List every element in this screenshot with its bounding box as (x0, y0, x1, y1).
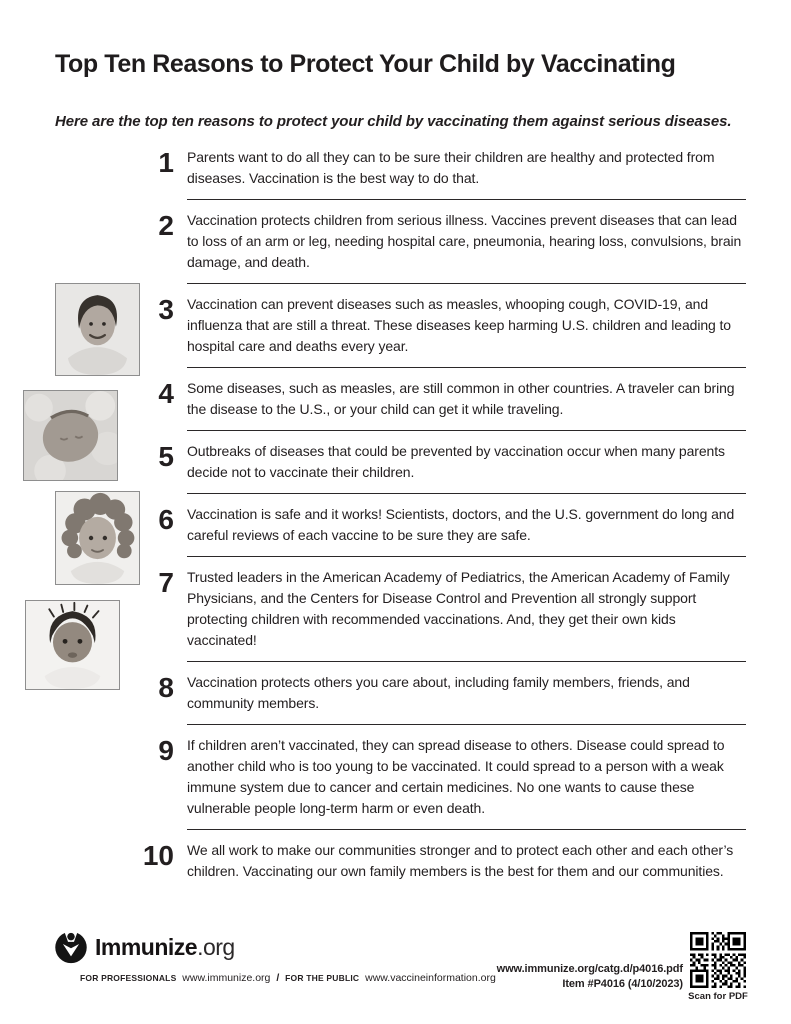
reason-number: 2 (158, 210, 174, 241)
reason-text: Trusted leaders in the American Academy of Pediatrics, the American Academy of Family Physicians, and the Centers for Disease Control and Prevention all strongly support protecting children with recommended vaccinations. And, they get their own kids vaccinated! (187, 569, 730, 648)
qr-caption: Scan for PDF (688, 991, 748, 1002)
reason-text: Vaccination protects others you care about, including family members, friends, and community members. (187, 674, 690, 711)
reason-item-1 (140, 147, 746, 199)
tagline-divider: / (276, 972, 280, 984)
for-public-label: FOR THE PUBLIC (285, 973, 360, 983)
page-title: Top Ten Reasons to Protect Your Child by Vaccinating (55, 50, 676, 78)
reason-number: 4 (158, 378, 174, 409)
reason-item-8 (140, 661, 746, 724)
newborn-portrait-graphic (24, 391, 117, 480)
pdf-url-link[interactable]: www.immunize.org/catg.d/p4016.pdf (496, 963, 683, 975)
item-number-line: Item #P4016 (4/10/2023) (562, 977, 683, 990)
boy-portrait-graphic (56, 284, 139, 375)
reason-text: We all work to make our communities stronger and to protect each other and each other’s children. Vaccinating our own family members is the best for them and our communities. (187, 842, 734, 879)
baby-portrait-graphic (26, 601, 119, 689)
reason-item-10 (140, 829, 746, 892)
reason-item-4 (140, 367, 746, 430)
footer-right (460, 962, 683, 992)
toddler-portrait-graphic (56, 492, 139, 584)
public-url-link[interactable]: www.vaccineinformation.org (365, 972, 496, 984)
reason-item-7 (140, 556, 746, 661)
logo-wordmark-light: .org (197, 933, 235, 960)
reason-number: 8 (158, 672, 174, 703)
reason-item-9 (140, 724, 746, 829)
reason-item-6 (140, 493, 746, 556)
reason-text: Vaccination protects children from serious illness. Vaccines prevent diseases that can lead to loss of an arm or leg, needing hospital care, pneumonia, hearing loss, convulsions, brain damage, and death. (187, 212, 742, 270)
reason-number: 5 (158, 441, 174, 472)
reason-number: 6 (158, 504, 174, 535)
professionals-url-link[interactable]: www.immunize.org (182, 972, 271, 984)
child-photo-sleeping-newborn (23, 390, 118, 481)
reason-number: 1 (158, 147, 174, 178)
logo-wordmark-bold: Immunize (95, 933, 198, 960)
reason-text: Vaccination can prevent diseases such as measles, whooping cough, COVID-19, and influenza that are still a threat. These diseases keep harming U.S. children and leading to hospital care and deaths every year. (187, 296, 731, 354)
logo-wordmark (95, 934, 235, 961)
child-photo-baby (25, 600, 120, 690)
reason-text: If children aren’t vaccinated, they can spread disease to others. Disease could spread to another child who is too young to be vaccinated. It could spread to a person with a weak immune system due to cancer and certain medicines. No one wants to cause these vulnerable people long-term harm or even death. (187, 737, 725, 816)
reason-item-3 (140, 283, 746, 367)
reason-number: 3 (158, 294, 174, 325)
child-photo-curly-toddler (55, 491, 140, 585)
reason-item-5 (140, 430, 746, 493)
immunize-logo (54, 930, 496, 964)
reason-text: Outbreaks of diseases that could be prevented by vaccination occur when many parents decide not to vaccinate their children. (187, 443, 725, 480)
reason-number: 9 (158, 735, 174, 766)
reason-number: 10 (142, 840, 174, 871)
immunize-person-circle-icon (54, 930, 88, 964)
reasons-list (140, 147, 746, 892)
reason-text: Vaccination is safe and it works! Scientists, doctors, and the U.S. government do long and careful reviews of each vaccine to be sure they are safe. (187, 506, 735, 543)
reason-text: Some diseases, such as measles, are still common in other countries. A traveler can bring the disease to the U.S., or your child can get it while traveling. (187, 380, 735, 417)
footer-left (54, 930, 496, 984)
intro-text: Here are the top ten reasons to protect your child by vaccinating them against serious diseases. (55, 113, 732, 130)
child-photo-smiling-boy (55, 283, 140, 376)
for-professionals-label: FOR PROFESSIONALS (80, 973, 177, 983)
reason-text: Parents want to do all they can to be sure their children are healthy and protected from diseases. Vaccination is the best way to do that. (187, 149, 715, 186)
reason-item-2 (140, 199, 746, 283)
reason-number: 7 (158, 567, 174, 598)
footer-tagline (80, 972, 496, 984)
qr-code (690, 932, 746, 988)
